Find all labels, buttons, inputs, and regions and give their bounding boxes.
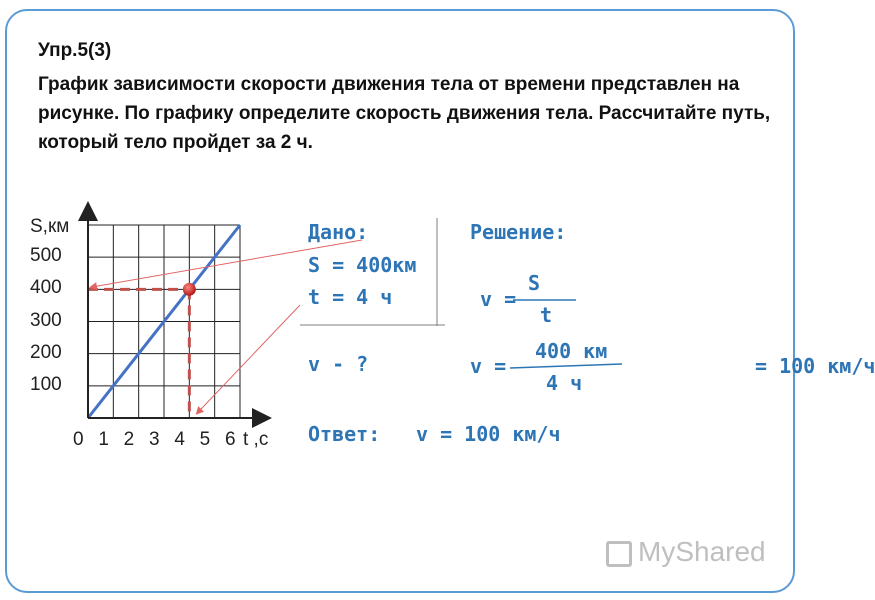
x-axis-label: t ,c [243,429,269,450]
formula-denominator: t [540,303,553,327]
problem-text: График зависимости скорости движения тела от времени представлен на рисунке. По графику определите скорость движения тела. Рассчитайте путь, который тело пройдет за 2 ч. [38,74,771,153]
y-axis-label: S,км [30,216,70,237]
presentation-icon [606,541,632,567]
y-tick-label: 500 [30,245,62,267]
x-tick-label: 2 [123,429,135,450]
solution-label: Решение: [470,220,567,244]
calc-denominator: 4 ч [546,371,583,395]
problem-title: Упр.5(3) [38,40,112,61]
y-tick-label: 200 [30,341,62,363]
formula-numerator: S [528,271,541,295]
answer-label: Ответ: [308,422,381,446]
x-tick-label: 1 [98,429,109,450]
given-label: Дано: [308,220,369,244]
x-tick-label: 3 [149,429,160,450]
answer-value: v = 100 км/ч [416,422,561,446]
x-tick-label: 5 [199,429,211,450]
y-tick-label: 400 [30,277,62,299]
x-tick-label: 4 [174,429,185,450]
x-tick-label: 0 [73,429,84,450]
given-distance: S = 400км [308,253,417,277]
calc-lhs: v = [470,354,507,378]
formula-lhs: v = [480,287,517,311]
x-tick-label: 6 [225,429,236,450]
given-time: t = 4 ч [308,285,393,309]
calc-result: = 100 км/ч [755,354,875,378]
calc-fraction-bar [510,364,622,368]
y-tick-label: 100 [30,373,62,395]
watermark-logo: MyShared [606,536,766,568]
y-tick-label: 300 [30,309,62,331]
highlight-point [183,283,196,296]
unknown-velocity: v - ? [308,352,369,376]
calc-numerator: 400 км [535,339,608,363]
